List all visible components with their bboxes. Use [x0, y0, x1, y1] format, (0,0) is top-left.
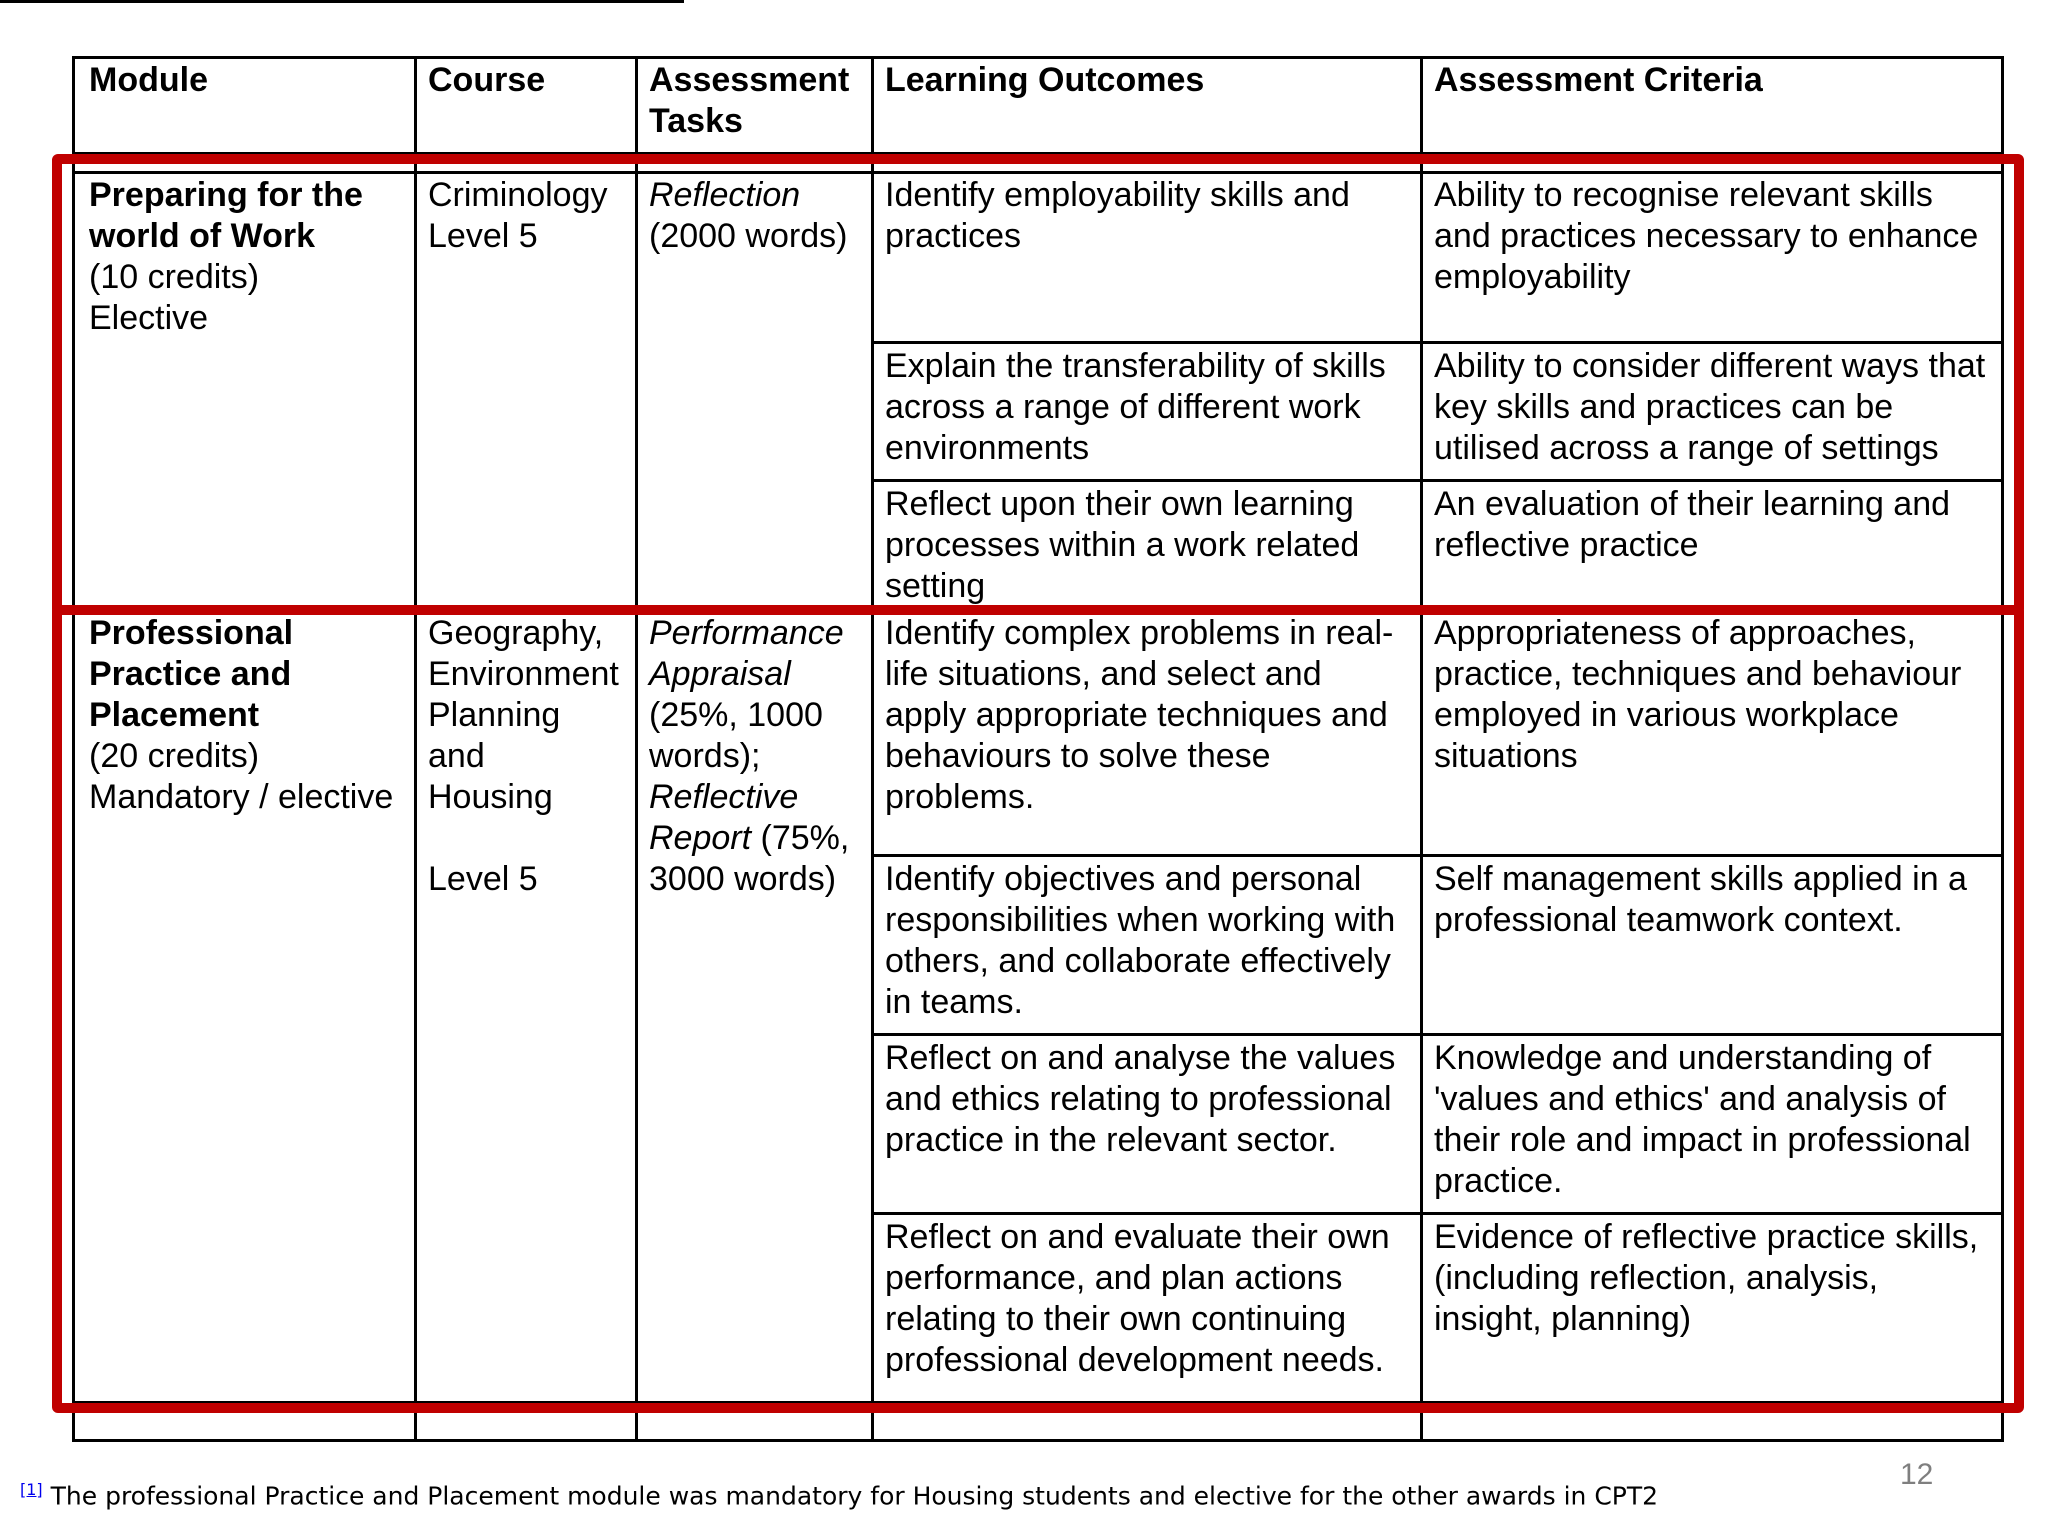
- row-divider: [871, 341, 2001, 344]
- assessment-criterion: Knowledge and understanding of 'values and ethics' and analysis of their role and impact in professional practice.: [1434, 1039, 1971, 1200]
- top-rule: [0, 0, 684, 3]
- header-course: Course: [428, 61, 546, 99]
- module-1-assessment-task: Reflection (2000 words): [649, 176, 848, 255]
- module-1-name: Preparing for the world of Work (10 credits) Elective: [89, 176, 363, 337]
- assessment-criterion: Appropriateness of approaches, practice, techniques and behaviour employed in various workplace situations: [1434, 614, 1962, 775]
- learning-outcome: Reflect on and analyse the values and ethics relating to professional practice in the relevant sector.: [885, 1039, 1396, 1159]
- module-2-name: Professional Practice and Placement (20 credits) Mandatory / elective: [89, 614, 394, 816]
- module-2-course: Geography, Environment Planning and Housing Level 5: [428, 614, 619, 898]
- row-divider: [871, 1212, 2001, 1215]
- row-divider: [871, 479, 2001, 482]
- learning-outcome: Identify complex problems in real-life situations, and select and apply appropriate techniques and behaviours to solve these problems.: [885, 614, 1394, 816]
- footnote-ref-link[interactable]: [1]: [20, 1480, 43, 1499]
- learning-outcome: Identify employability skills and practices: [885, 176, 1350, 255]
- assessment-criterion: Ability to consider different ways that key skills and practices can be utilised across a range of settings: [1434, 347, 1986, 467]
- learning-outcome: Identify objectives and personal responsibilities when working with others, and collaborate effectively in teams.: [885, 860, 1396, 1021]
- learning-outcome: Explain the transferability of skills across a range of different work environments: [885, 347, 1386, 467]
- row-divider: [75, 152, 2001, 155]
- footnote: [20, 1480, 1658, 1510]
- row-divider: [75, 1401, 2001, 1404]
- footnote-text: The professional Practice and Placement module was mandatory for Housing students and elective for the other awards in CPT2: [50, 1481, 1659, 1511]
- header-assessment-criteria: Assessment Criteria: [1434, 61, 1763, 99]
- row-divider: [871, 854, 2001, 857]
- header-assessment-tasks: Assessment Tasks: [649, 61, 850, 140]
- module-1-course: Criminology Level 5: [428, 176, 608, 255]
- assessment-table: [72, 56, 2004, 1442]
- assessment-criterion: An evaluation of their learning and reflective practice: [1434, 485, 1951, 564]
- assessment-criterion: Evidence of reflective practice skills, (including reflection, analysis, insight, planning): [1434, 1218, 1979, 1338]
- learning-outcome: Reflect on and evaluate their own performance, and plan actions relating to their own continuing professional development needs.: [885, 1218, 1390, 1379]
- row-divider: [871, 1033, 2001, 1036]
- page-number: 12: [1900, 1458, 1934, 1491]
- learning-outcome: Reflect upon their own learning processes within a work related setting: [885, 485, 1360, 605]
- header-learning-outcomes: Learning Outcomes: [885, 61, 1205, 99]
- assessment-criterion: Self management skills applied in a professional teamwork context.: [1434, 860, 1967, 939]
- header-module: Module: [89, 61, 208, 99]
- module-2-assessment-task: Performance Appraisal (25%, 1000 words); Reflective Report (75%, 3000 words): [649, 614, 850, 898]
- assessment-criterion: Ability to recognise relevant skills and practices necessary to enhance employability: [1434, 176, 1979, 296]
